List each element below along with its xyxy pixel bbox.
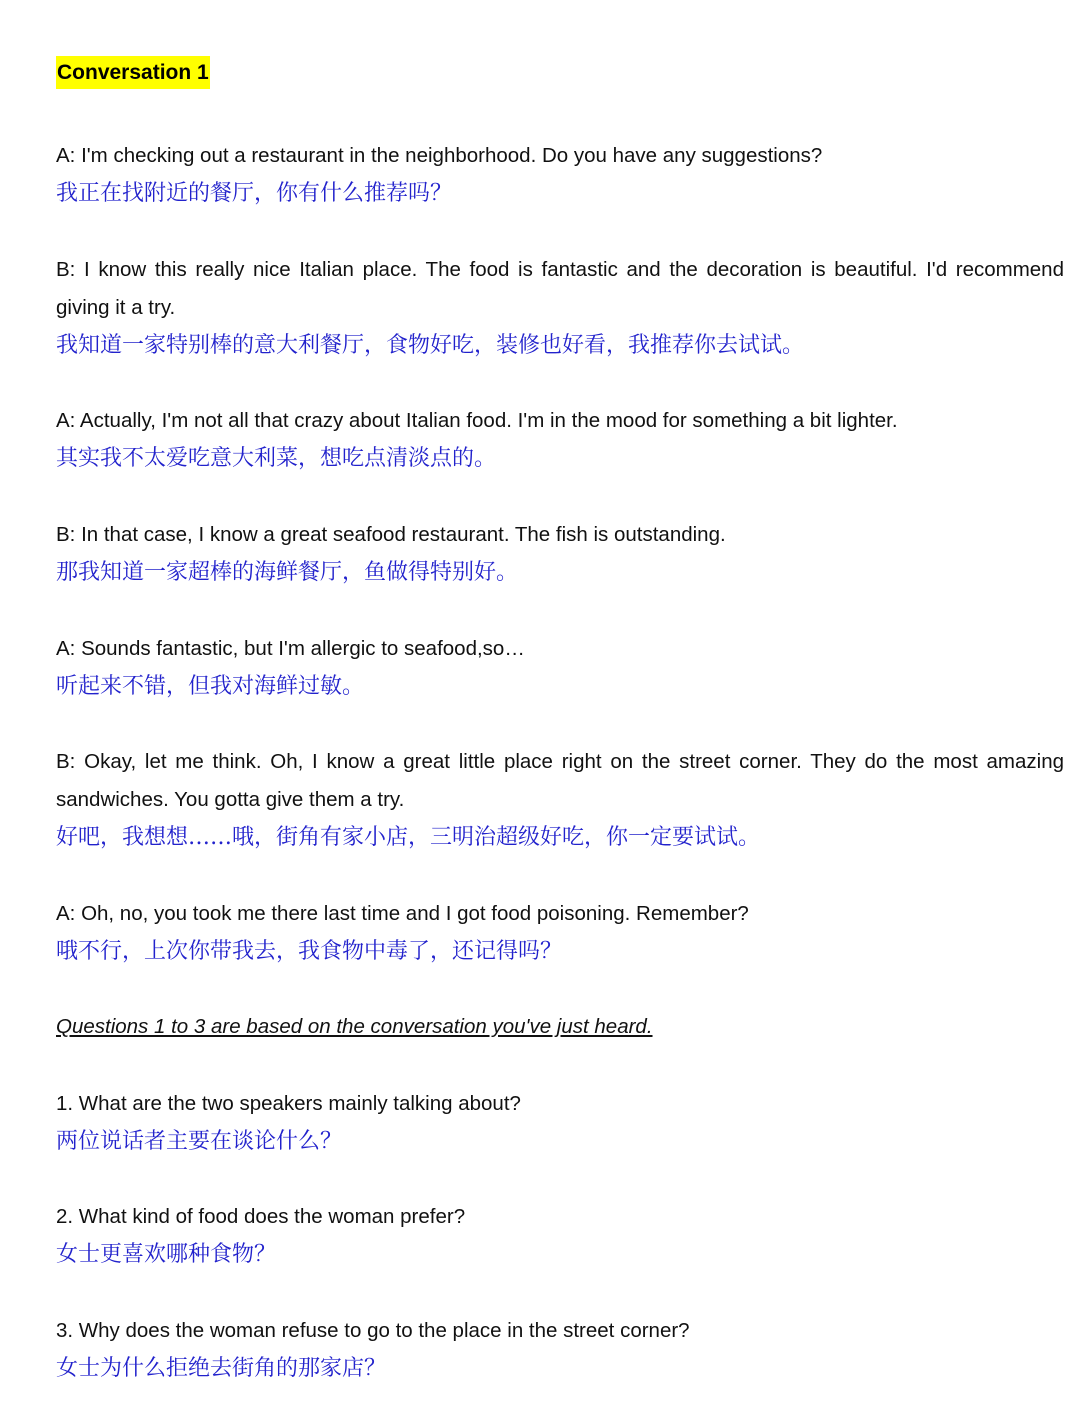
dialogue-line-2 (56, 251, 1064, 364)
question-chinese: 女士为什么拒绝去街角的那家店？ (56, 1356, 387, 1381)
dialogue-line-1 (56, 137, 1064, 212)
dialogue-chinese: 那我知道一家超棒的海鲜餐厅，鱼做得特别好。 (56, 560, 519, 585)
question-2 (56, 1198, 1064, 1273)
dialogue-line-7 (56, 895, 1064, 970)
dialogue-english: B: I know this really nice Italian place. The food is fantastic and the decoration is beautiful. I'd recommend giving it a try. (56, 258, 1064, 319)
question-3 (56, 1312, 1064, 1387)
question-english: 3. Why does the woman refuse to go to the place in the street corner? (56, 1319, 690, 1342)
question-english: 2. What kind of food does the woman prefer? (56, 1205, 466, 1228)
dialogue-english: A: Sounds fantastic, but I'm allergic to seafood,so… (56, 637, 525, 660)
question-1 (56, 1085, 1064, 1160)
dialogue-english: A: I'm checking out a restaurant in the neighborhood. Do you have any suggestions? (56, 144, 823, 167)
dialogue-line-3 (56, 402, 1064, 477)
question-chinese: 两位说话者主要在谈论什么？ (56, 1129, 343, 1154)
dialogue-chinese: 我知道一家特别棒的意大利餐厅，食物好吃，装修也好看，我推荐你去试试。 (56, 333, 805, 358)
dialogue-english: A: Oh, no, you took me there last time and I got food poisoning. Remember? (56, 902, 749, 925)
question-english: 1. What are the two speakers mainly talking about? (56, 1092, 521, 1115)
conversation-heading: Conversation 1 (56, 56, 210, 89)
dialogue-chinese: 哦不行，上次你带我去，我食物中毒了，还记得吗？ (56, 939, 563, 964)
dialogue-line-5 (56, 630, 1064, 705)
dialogue-english: A: Actually, I'm not all that crazy about Italian food. I'm in the mood for something a bit lighter. (56, 409, 898, 432)
dialogue-chinese: 其实我不太爱吃意大利菜，想吃点清淡点的。 (56, 446, 497, 471)
dialogue-line-6 (56, 743, 1064, 856)
dialogue-chinese: 听起来不错，但我对海鲜过敏。 (56, 674, 365, 699)
dialogue-chinese: 好吧，我想想……哦，街角有家小店，三明治超级好吃，你一定要试试。 (56, 825, 761, 850)
dialogue-chinese: 我正在找附近的餐厅，你有什么推荐吗？ (56, 181, 453, 206)
dialogue-english: B: In that case, I know a great seafood restaurant. The fish is outstanding. (56, 523, 726, 546)
dialogue-line-4 (56, 516, 1064, 591)
dialogue-english: B: Okay, let me think. Oh, I know a great little place right on the street corner. They do the most amazing sandwiches. You gotta give them a try. (56, 750, 1064, 811)
question-chinese: 女士更喜欢哪种食物？ (56, 1242, 277, 1267)
questions-intro: Questions 1 to 3 are based on the conversation you've just heard. (56, 1015, 653, 1038)
